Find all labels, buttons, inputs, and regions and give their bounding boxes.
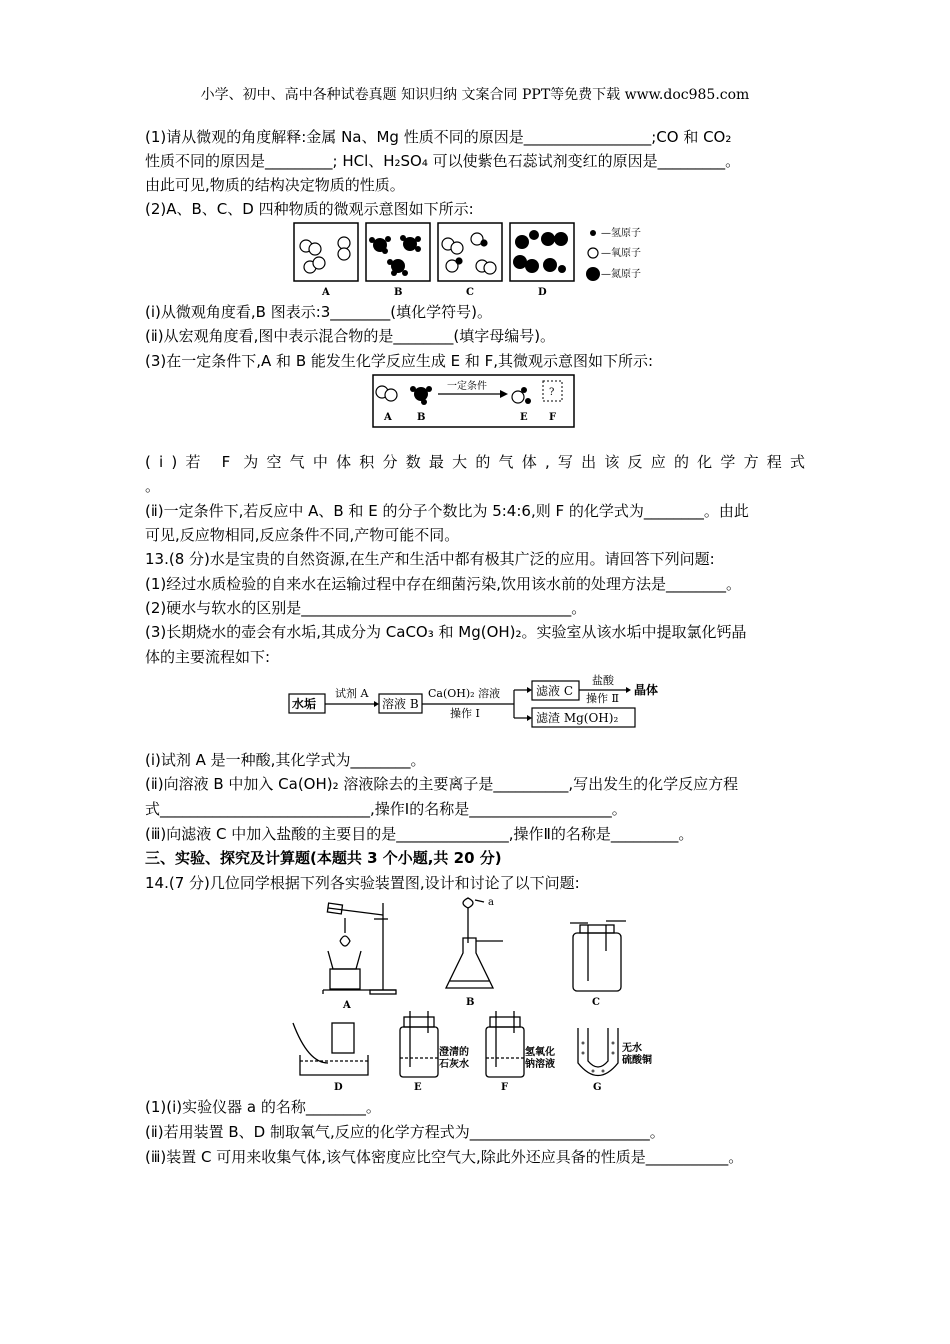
apparatus-label-b: B <box>466 997 475 1008</box>
q12-2-i: (ⅰ)从微观角度看,B 图表示:3________(填化学符号)。 <box>145 303 493 321</box>
q12-2-ii: (ⅱ)从宏观角度看,图中表示混合物的是________(填字母编号)。 <box>145 327 556 345</box>
apparatus-e-text-1: 澄清的 <box>439 1047 469 1058</box>
q13-1: (1)经过水质检验的自来水在运输过程中存在细菌污染,饮用该水前的处理方法是________。 <box>145 575 742 593</box>
apparatus-label-c: C <box>592 997 600 1008</box>
q14-intro: 14.(7 分)几位同学根据下列各实验装置图,设计和讨论了以下问题: <box>145 874 580 892</box>
reaction-diagram <box>372 373 578 431</box>
apparatus-label-g: G <box>593 1082 602 1093</box>
apparatus-label-e: E <box>414 1082 422 1093</box>
flow-reagent-hcl: 盐酸 <box>592 674 614 687</box>
q12-3-i: (ⅰ)若 F 为空气中体积分数最大的气体,写出该反应的化学方程式 <box>145 453 805 471</box>
q13-2: (2)硬水与软水的区别是____________________________________。 <box>145 599 587 617</box>
fig1-label-c: C <box>466 287 474 298</box>
q12-1-line1: (1)请从微观的角度解释:金属 Na、Mg 性质不同的原因是_________________;CO 和 CO₂ <box>145 128 732 146</box>
apparatus-a-mark: a <box>488 897 494 908</box>
legend-hydrogen: —氢原子 <box>601 228 641 239</box>
q12-1-line3: 由此可见,物质的结构决定物质的性质。 <box>145 176 405 194</box>
flow-reagent-caoh2: Ca(OH)₂ 溶液 <box>428 687 501 700</box>
q13-3-line1: (3)长期烧水的壶会有水垢,其成分为 CaCO₃ 和 Mg(OH)₂。实验室从该水垢中提取氯化钙晶 <box>145 623 747 641</box>
q13-3-ii-line1: (ⅱ)向溶液 B 中加入 Ca(OH)₂ 溶液除去的主要离子是__________,写出发生的化学反应方程 <box>145 775 739 793</box>
flow-operation-2: 操作 Ⅱ <box>586 692 619 705</box>
section-3-title: 三、实验、探究及计算题(本题共 3 个小题,共 20 分) <box>145 849 502 867</box>
fig1-label-a: A <box>322 287 330 298</box>
q13-3-line2: 体的主要流程如下: <box>145 648 271 666</box>
flow-node-filtrate-c: 滤液 C <box>536 684 573 698</box>
particle-diagram <box>292 221 672 299</box>
apparatus-f-text-2: 钠溶液 <box>525 1059 555 1070</box>
apparatus-label-a: A <box>343 1000 351 1011</box>
q14-1-iii: (ⅲ)装置 C 可用来收集气体,该气体密度应比空气大,除此外还应具备的性质是___________。 <box>145 1148 744 1166</box>
fig1-label-b: B <box>394 287 403 298</box>
legend-oxygen: —氧原子 <box>601 248 641 259</box>
q13-3-i: (ⅰ)试剂 A 是一种酸,其化学式为________。 <box>145 751 426 769</box>
flow-node-scale: 水垢 <box>292 697 317 711</box>
fig2-label-e: E <box>520 412 528 423</box>
fig1-label-d: D <box>538 287 547 298</box>
q13-3-iii: (ⅲ)向滤液 C 中加入盐酸的主要目的是_______________,操作Ⅱ的名称是_________。 <box>145 825 694 843</box>
flow-node-crystal: 晶体 <box>634 683 659 697</box>
q14-1-i: (1)(ⅰ)实验仪器 a 的名称________。 <box>145 1098 381 1116</box>
q13-3-ii-line2: 式____________________________,操作Ⅰ的名称是___________________。 <box>145 800 627 818</box>
fig2-label-a: A <box>384 412 392 423</box>
flow-node-residue: 滤渣 Mg(OH)₂ <box>536 711 619 725</box>
reaction-condition: 一定条件 <box>447 381 487 392</box>
q12-3-ii: (ⅱ)一定条件下,若反应中 A、B 和 E 的分子个数比为 5:4:6,则 F 的化学式为________。由此 <box>145 502 749 520</box>
apparatus-e-text-2: 石灰水 <box>439 1059 469 1070</box>
flow-reagent-a: 试剂 A <box>335 687 369 700</box>
flow-operation-1: 操作 Ⅰ <box>450 707 480 720</box>
q13-intro: 13.(8 分)水是宝贵的自然资源,在生产和生活中都有极其广泛的应用。请回答下列问题: <box>145 550 715 568</box>
q12-3-intro: (3)在一定条件下,A 和 B 能发生化学反应生成 E 和 F,其微观示意图如下所示: <box>145 352 654 370</box>
unknown-product-mark: ? <box>549 387 555 398</box>
apparatus-label-f: F <box>501 1082 509 1093</box>
flow-node-solution-b: 溶液 B <box>382 697 419 711</box>
flow-chart <box>288 670 668 732</box>
q12-3-ii-cont: 可见,反应物相同,反应条件不同,产物可能不同。 <box>145 526 460 544</box>
apparatus-f-text-1: 氢氧化 <box>525 1047 555 1058</box>
apparatus-diagram <box>288 893 668 1093</box>
q12-3-i-end: 。 <box>145 477 161 495</box>
apparatus-g-text-2: 硫酸铜 <box>622 1055 652 1066</box>
fig2-label-b: B <box>417 412 426 423</box>
q12-2-intro: (2)A、B、C、D 四种物质的微观示意图如下所示: <box>145 200 474 218</box>
apparatus-label-d: D <box>334 1082 343 1093</box>
fig2-label-f: F <box>549 412 557 423</box>
page-header: 小学、初中、高中各种试卷真题 知识归纳 文案合同 PPT等免费下载 www.doc985.com <box>200 87 750 103</box>
legend-nitrogen: —氮原子 <box>601 269 641 280</box>
apparatus-g-text-1: 无水 <box>622 1043 642 1054</box>
q12-1-line2: 性质不同的原因是_________; HCl、H₂SO₄ 可以使紫色石蕊试剂变红的原因是_________。 <box>145 152 741 170</box>
q14-1-ii: (ⅱ)若用装置 B、D 制取氧气,反应的化学方程式为________________________。 <box>145 1123 665 1141</box>
